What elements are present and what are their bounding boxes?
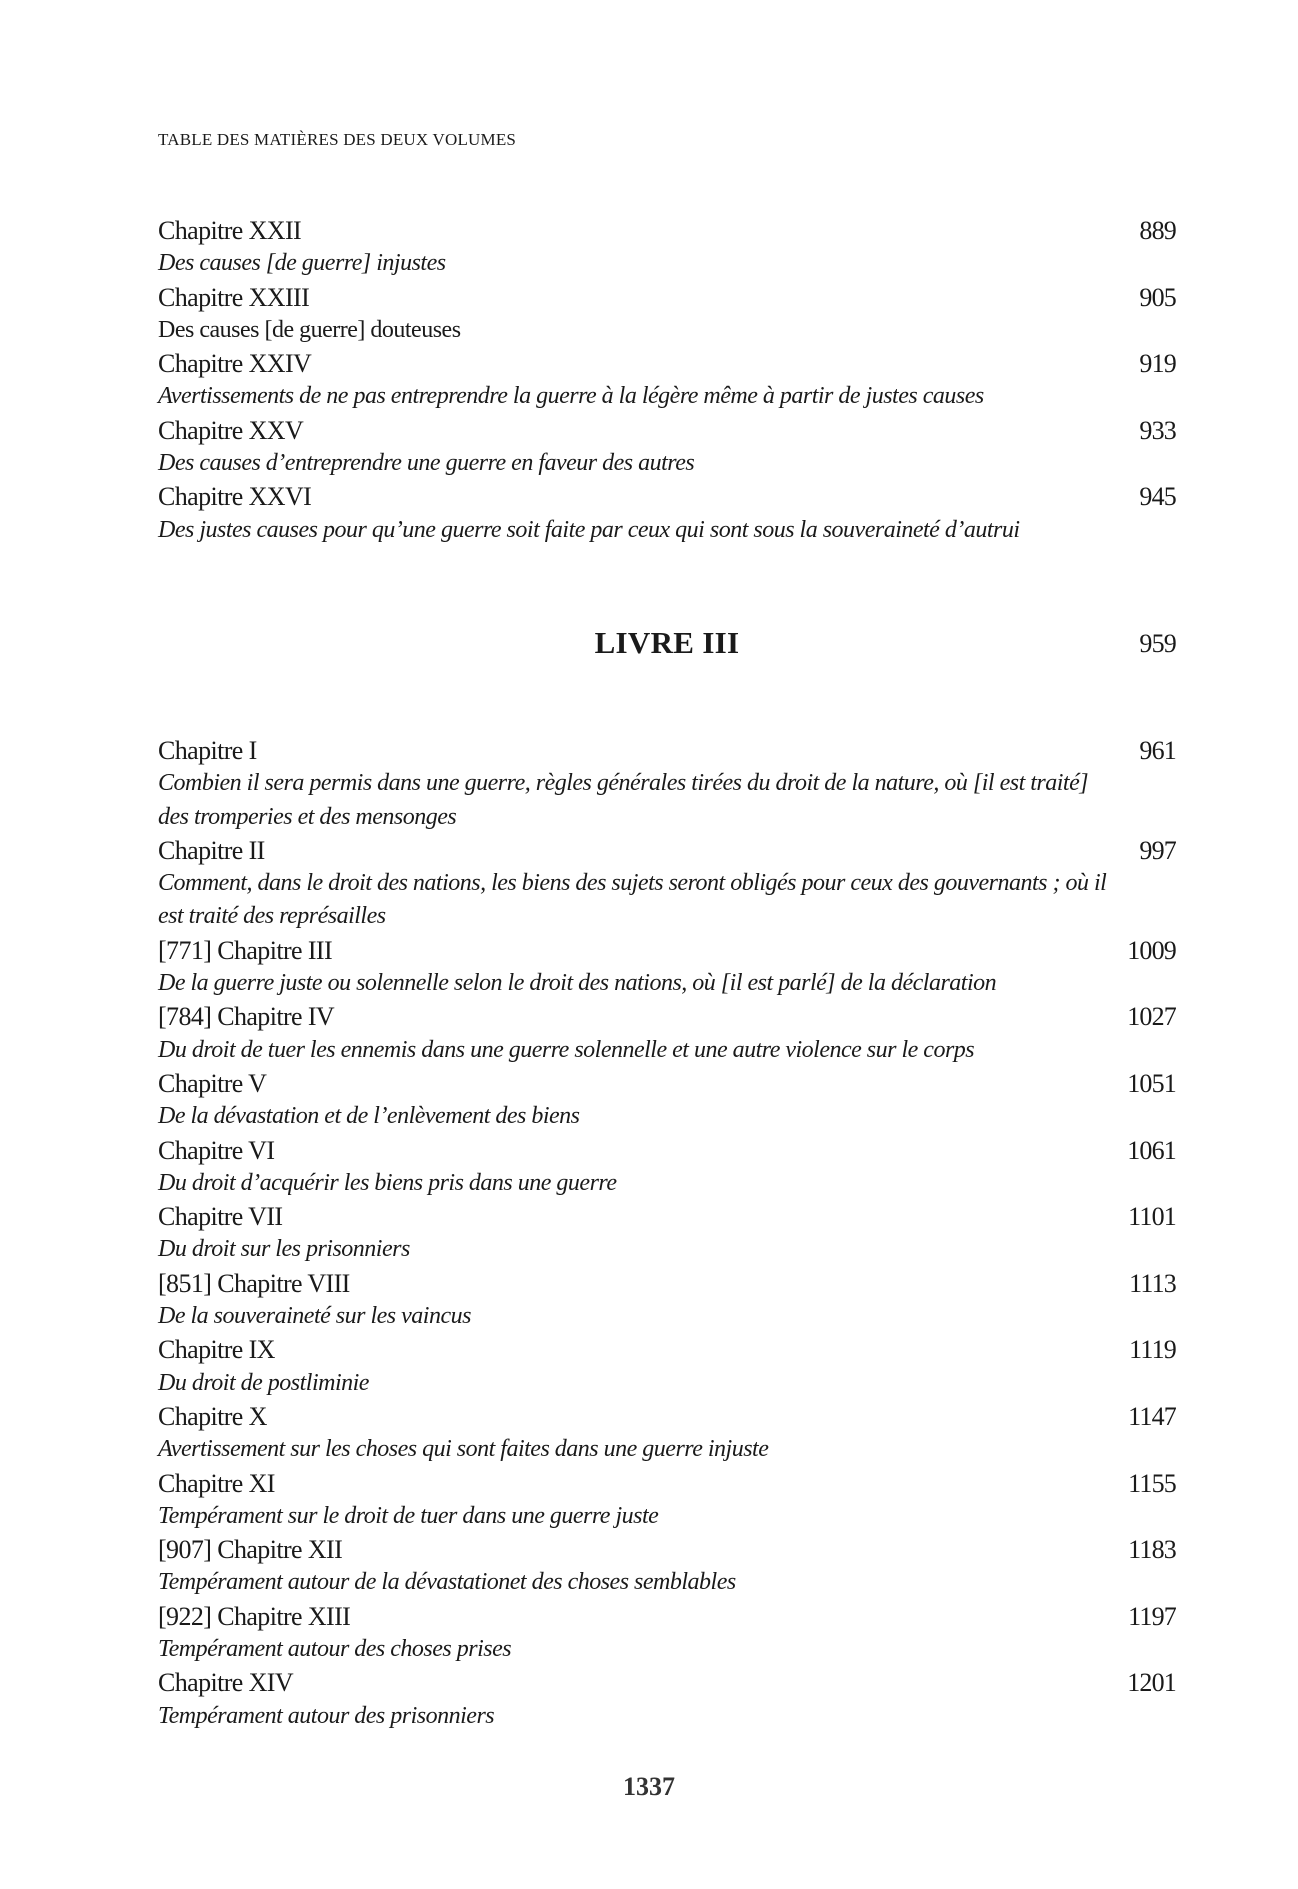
chapter-title: Tempérament sur le droit de tuer dans une guerre juste (158, 1502, 659, 1529)
chapter-page-number: 1147 (1128, 1401, 1176, 1431)
chapter-line (158, 834, 1176, 867)
chapter-line (158, 1333, 1176, 1366)
chapter-title: Des causes [de guerre] injustes (158, 250, 446, 277)
toc-section-book-3 (158, 734, 1176, 1733)
chapter-page-number: 1201 (1127, 1668, 1176, 1698)
chapter-page-number: 961 (1139, 736, 1176, 765)
chapter-page-number: 1061 (1127, 1135, 1176, 1165)
chapter-label: Chapitre XXII (158, 216, 302, 245)
chapter-title: Du droit d’acquérir les biens pris dans une guerre (158, 1169, 617, 1196)
toc-entry (158, 281, 1176, 348)
chapter-title: Avertissement sur les choses qui sont faites dans une guerre injuste (158, 1436, 769, 1463)
toc-entry (158, 1333, 1176, 1400)
chapter-title: Des causes d’entreprendre une guerre en faveur des autres (158, 450, 695, 477)
toc-entry (158, 1067, 1176, 1134)
chapter-page-number: 1009 (1127, 935, 1176, 965)
chapter-title: Comment, dans le droit des nations, les biens des sujets seront obligés pour ceux des gouvernants ; où il est traité des représailles (158, 870, 1107, 930)
chapter-label: Chapitre VI (158, 1135, 275, 1165)
chapter-line (158, 1200, 1176, 1233)
chapter-line (158, 1600, 1176, 1633)
chapter-title: Tempérament autour des choses prises (158, 1636, 512, 1663)
chapter-page-number: 919 (1139, 349, 1176, 379)
toc-entry (158, 734, 1176, 834)
chapter-line (158, 1400, 1176, 1433)
chapter-label: Chapitre VII (158, 1202, 283, 1232)
running-head: TABLE DES MATIÈRES DES DEUX VOLUMES (158, 130, 517, 149)
book-title: LIVRE III (594, 625, 740, 660)
page-folio: 1337 (623, 1772, 675, 1801)
chapter-page-number: 1027 (1127, 1002, 1176, 1032)
chapter-label: Chapitre IX (158, 1335, 275, 1365)
toc-entry (158, 1666, 1176, 1733)
chapter-line (158, 1267, 1176, 1300)
toc-entry (158, 414, 1176, 481)
toc-section-book-2-end (158, 214, 1176, 547)
toc-entry (158, 480, 1176, 547)
chapter-label: Chapitre X (158, 1401, 267, 1431)
chapter-label: [907] Chapitre XII (158, 1535, 343, 1565)
chapter-label: Chapitre II (158, 835, 265, 865)
chapter-line (158, 1067, 1176, 1100)
chapter-title: Avertissements de ne pas entreprendre la guerre à la légère même à partir de justes causes (158, 383, 984, 410)
toc-entry (158, 214, 1176, 281)
toc-entry (158, 934, 1176, 1001)
chapter-label: Chapitre XI (158, 1468, 275, 1498)
chapter-title: De la dévastation et de l’enlèvement des biens (158, 1103, 580, 1130)
chapter-label: Chapitre XXV (158, 415, 304, 445)
toc-entry (158, 1200, 1176, 1267)
toc-entry (158, 1533, 1176, 1600)
chapter-title: Des causes [de guerre] douteuses (158, 316, 461, 343)
book-heading (158, 618, 1176, 668)
chapter-label: [922] Chapitre XIII (158, 1601, 351, 1631)
chapter-title: Du droit de postliminie (158, 1369, 369, 1396)
chapter-title: De la guerre juste ou solennelle selon le droit des nations, où [il est parlé] de la déclaration (158, 970, 997, 997)
chapter-label: Chapitre XXVI (158, 482, 312, 512)
chapter-page-number: 933 (1139, 415, 1176, 445)
chapter-label: Chapitre XXIII (158, 282, 310, 312)
toc-entry (158, 1000, 1176, 1067)
chapter-line (158, 934, 1176, 967)
toc-entry (158, 1467, 1176, 1534)
chapter-page-number: 1101 (1128, 1202, 1176, 1232)
chapter-label: Chapitre XIV (158, 1668, 294, 1698)
chapter-page-number: 1119 (1129, 1335, 1176, 1365)
chapter-title: Du droit de tuer les ennemis dans une guerre solennelle et une autre violence sur le corps (158, 1036, 975, 1063)
chapter-line (158, 281, 1176, 314)
chapter-label: Chapitre V (158, 1068, 267, 1098)
chapter-line (158, 347, 1176, 380)
chapter-line (158, 1134, 1176, 1167)
chapter-label: Chapitre XXIV (158, 349, 312, 379)
toc-entry (158, 1134, 1176, 1201)
chapter-line (158, 1666, 1176, 1699)
toc-entry (158, 1600, 1176, 1667)
chapter-line (158, 1533, 1176, 1566)
chapter-title: Tempérament autour des prisonniers (158, 1702, 495, 1729)
chapter-line (158, 480, 1176, 513)
chapter-label: [851] Chapitre VIII (158, 1268, 350, 1298)
chapter-line (158, 1000, 1176, 1033)
toc-entry (158, 1267, 1176, 1334)
chapter-line (158, 214, 1176, 247)
chapter-line (158, 414, 1176, 447)
chapter-title: Des justes causes pour qu’une guerre soit faite par ceux qui sont sous la souveraineté d’autrui (158, 516, 1020, 543)
chapter-label: [771] Chapitre III (158, 935, 333, 965)
chapter-label: [784] Chapitre IV (158, 1002, 335, 1032)
chapter-page-number: 1183 (1128, 1535, 1176, 1565)
book-page-number: 959 (1139, 629, 1176, 658)
chapter-page-number: 997 (1139, 835, 1176, 865)
chapter-page-number: 945 (1139, 482, 1176, 512)
chapter-page-number: 1197 (1128, 1601, 1176, 1631)
toc-entry (158, 834, 1176, 934)
chapter-line (158, 1467, 1176, 1500)
chapter-title: Combien il sera permis dans une guerre, règles générales tirées du droit de la nature, où [il est traité] des tromperies et des mensonges (158, 770, 1089, 830)
toc-entry (158, 347, 1176, 414)
chapter-line (158, 734, 1176, 767)
chapter-page-number: 1113 (1129, 1268, 1176, 1298)
chapter-title: De la souveraineté sur les vaincus (158, 1303, 471, 1330)
toc-entry (158, 1400, 1176, 1467)
chapter-label: Chapitre I (158, 736, 257, 765)
chapter-title: Du droit sur les prisonniers (158, 1236, 410, 1263)
chapter-page-number: 905 (1139, 282, 1176, 312)
chapter-page-number: 889 (1139, 216, 1176, 245)
chapter-page-number: 1051 (1127, 1068, 1176, 1098)
chapter-title: Tempérament autour de la dévastationet des choses semblables (158, 1569, 736, 1596)
chapter-page-number: 1155 (1128, 1468, 1176, 1498)
